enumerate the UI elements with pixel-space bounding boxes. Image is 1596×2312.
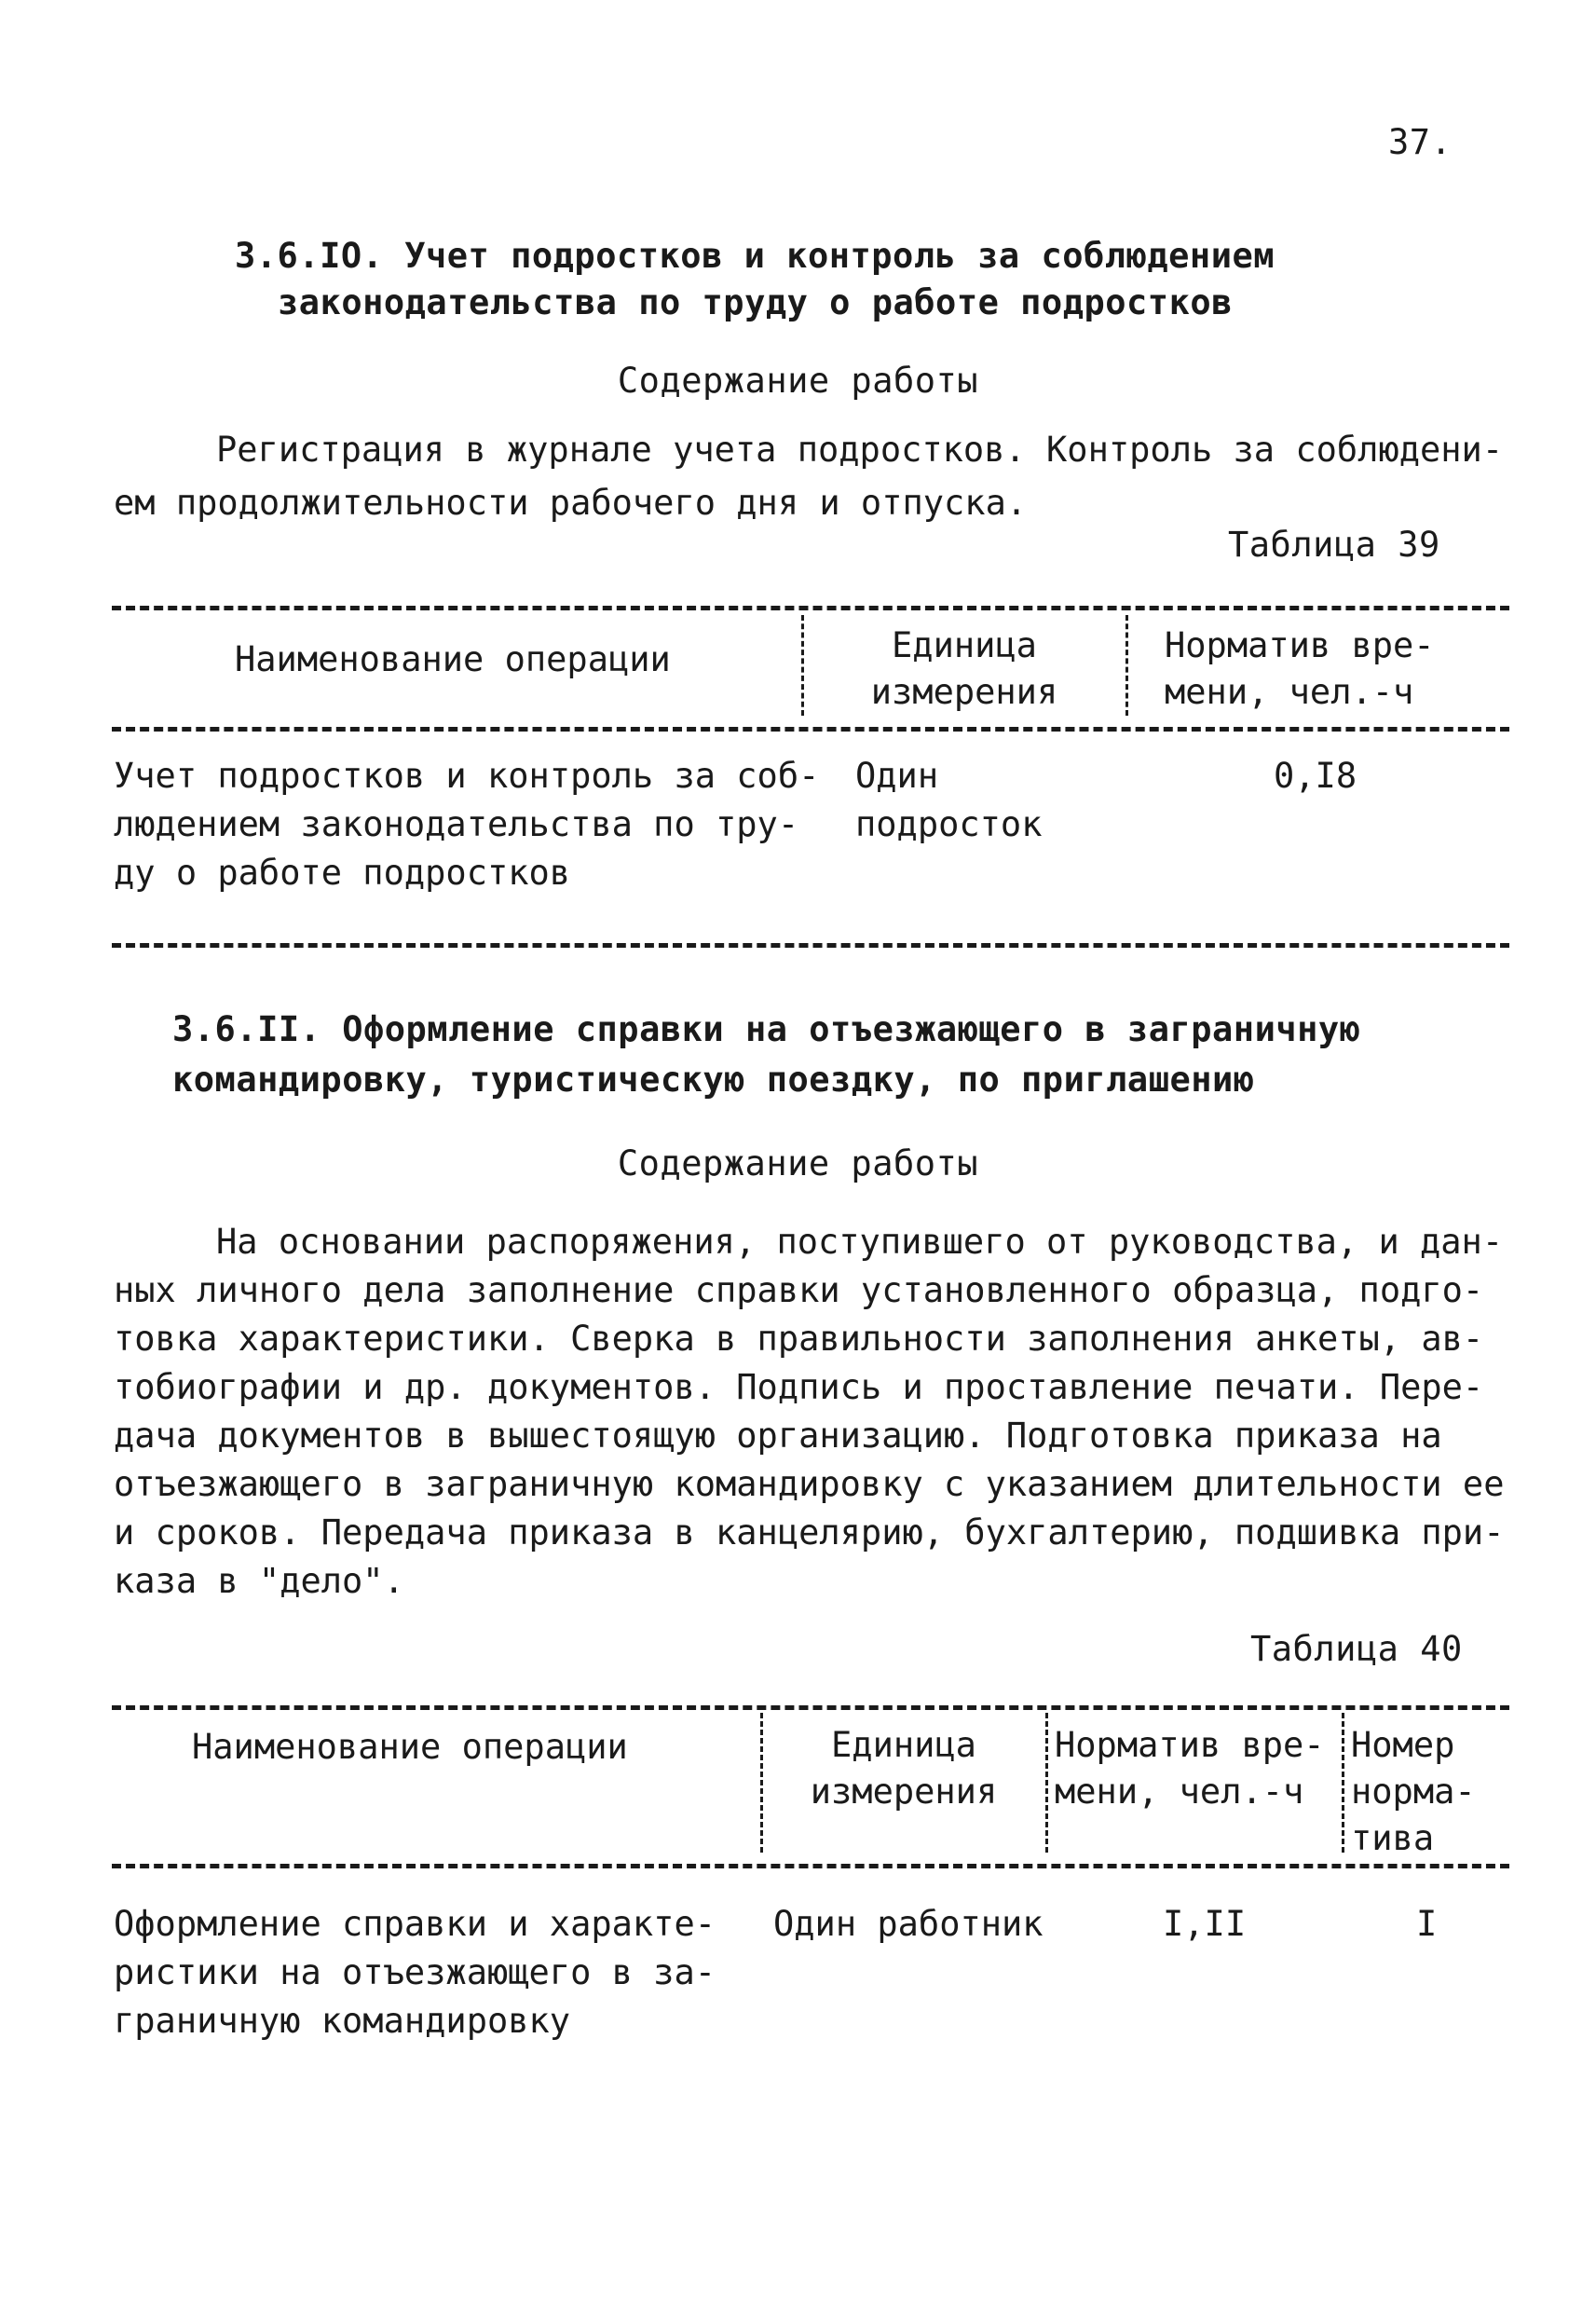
section-body-line: товка характеристики. Сверка в правильности заполнения анкеты, ав- [114,1319,1484,1359]
table-header-cell: тива [1351,1818,1435,1858]
table-rule-header [112,1864,1509,1868]
table-header-cell: измерения [870,672,1058,712]
table-cell: Один [855,756,939,796]
table-rule-top [112,606,1509,610]
page-number: 37. [1388,122,1453,162]
section-body-line: ных личного дела заполнение справки установленного образца, подго- [114,1270,1484,1310]
table-cell: подросток [855,804,1043,844]
table-header-cell: Номер [1351,1725,1455,1765]
table-cell: граничную командировку [114,2001,571,2041]
table-caption: Таблица 39 [1228,525,1440,565]
table-column-divider [1342,1713,1344,1853]
section-body-line: тобиографии и др. документов. Подпись и проставление печати. Пере- [114,1367,1484,1407]
table-header-cell: Наименование операции [192,1727,628,1767]
table-column-divider [760,1713,763,1853]
table-cell: Учет подростков и контроль за соб- [114,756,820,796]
table-cell: людением законодательства по тру- [114,804,799,844]
table-header-cell: Единица [892,625,1037,665]
section-body-line: каза в "дело". [114,1561,404,1601]
table-cell: Оформление справки и характе- [114,1904,716,1944]
table-column-divider [801,615,804,716]
table-cell: ристики на отъезжающего в за- [114,1952,716,1992]
table-rule-header [112,727,1509,732]
section-body-line: отъезжающего в заграничную командировку с указанием длительности ее [114,1464,1505,1504]
table-column-divider [1045,1713,1048,1853]
table-header-cell: Наименование операции [235,639,671,679]
table-header-cell: мени, чел.-ч [1055,1772,1304,1812]
table-header-cell: Норматив вре- [1165,625,1435,665]
section-heading-line-2: командировку, туристическую поездку, по приглашению [172,1060,1255,1100]
table-cell: 0,I8 [1274,756,1357,796]
section-body-line: дача документов в вышестоящую организацию. Подготовка приказа на [114,1416,1442,1456]
table-caption: Таблица 40 [1250,1629,1463,1669]
table-cell: I,II [1163,1904,1247,1944]
section-body-line: Регистрация в журнале учета подростков. Контроль за соблюдени- [216,430,1504,470]
table-rule-top [112,1705,1509,1710]
table-column-divider [1125,615,1128,716]
section-heading-line-1: 3.6.II. Оформление справки на отъезжающего в заграничную [172,1009,1361,1049]
table-cell: ду о работе подростков [114,853,571,893]
section-subtitle: Содержание работы [617,1143,979,1183]
table-header-cell: норма- [1351,1772,1476,1812]
table-header-cell: Единица [831,1725,976,1765]
table-header-cell: измерения [810,1772,998,1812]
table-rule-bottom [112,943,1509,948]
section-heading-line-1: 3.6.IO. Учет подростков и контроль за соблюдением [235,236,1275,276]
section-subtitle: Содержание работы [617,361,979,401]
table-header-cell: Норматив вре- [1055,1725,1325,1765]
table-cell: I [1416,1904,1438,1944]
table-cell: Один работник [773,1904,1044,1944]
section-body-line: ем продолжительности рабочего дня и отпуска. [114,483,1028,523]
section-body-line: и сроков. Передача приказа в канцелярию, бухгалтерию, подшивка при- [114,1512,1505,1553]
section-body-line: На основании распоряжения, поступившего от руководства, и дан- [216,1222,1504,1262]
section-heading-line-2: законодательства по труду о работе подростков [278,282,1233,322]
table-header-cell: мени, чел.-ч [1165,672,1414,712]
